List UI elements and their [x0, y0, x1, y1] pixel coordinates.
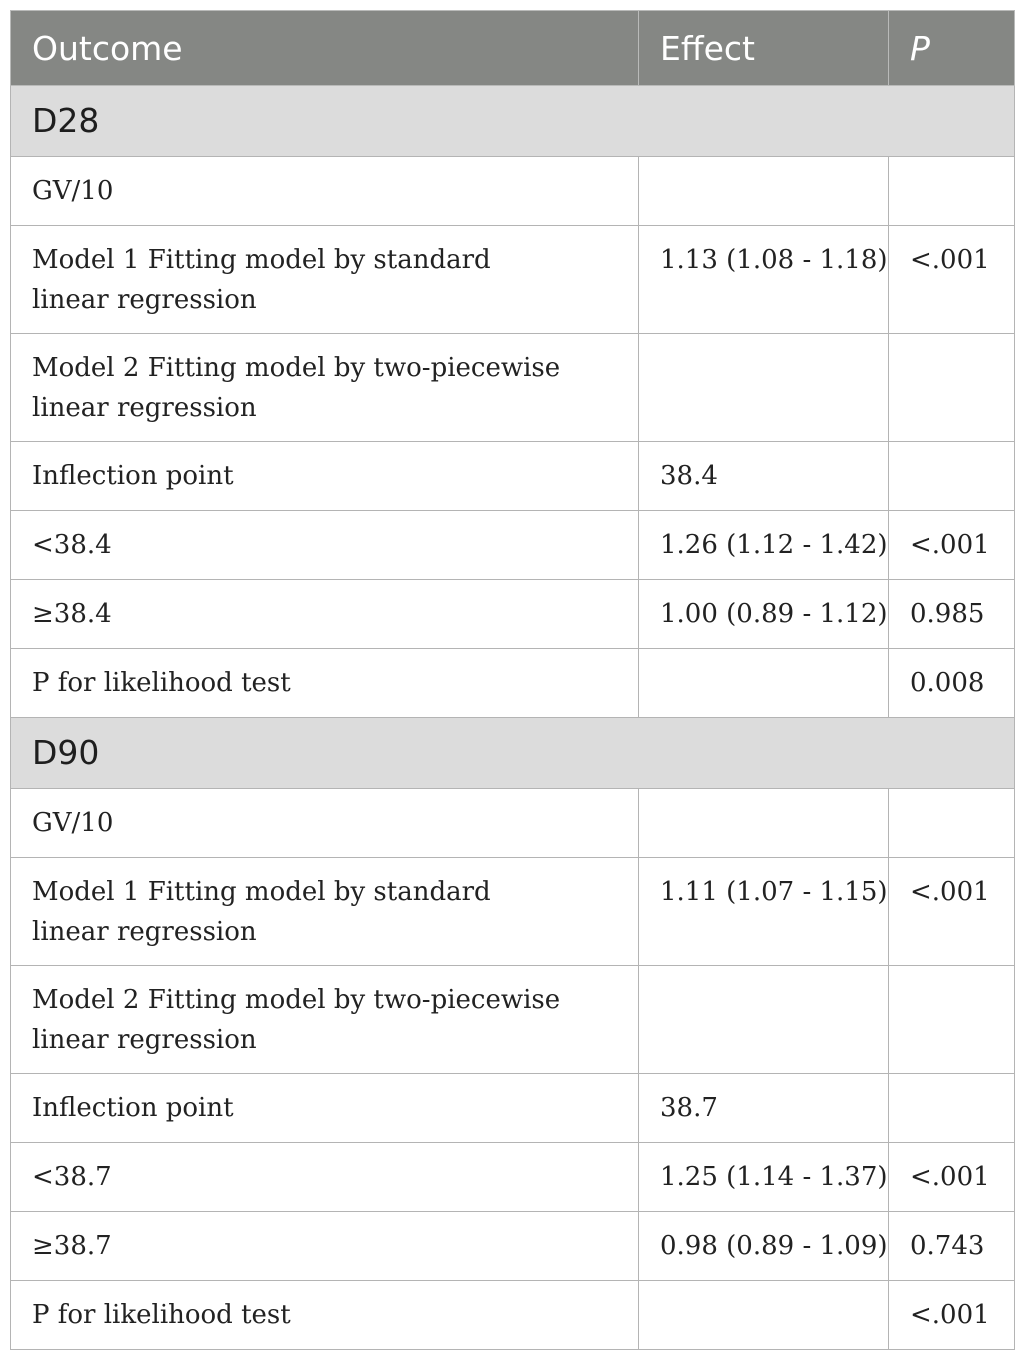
outcome-cell: GV/10	[11, 789, 639, 858]
header-row	[11, 11, 1015, 86]
outcome-cell: P for likelihood test	[11, 1281, 639, 1350]
p-cell	[889, 1074, 1015, 1143]
effect-cell: 38.4	[639, 442, 889, 511]
table-row	[11, 226, 1015, 334]
table-row	[11, 580, 1015, 649]
effect-cell	[639, 789, 889, 858]
effect-cell: 1.00 (0.89 - 1.12)	[639, 580, 889, 649]
p-cell: <.001	[889, 226, 1015, 334]
table-row	[11, 789, 1015, 858]
header-outcome: Outcome	[11, 11, 639, 86]
p-cell	[889, 789, 1015, 858]
outcome-cell: Inflection point	[11, 1074, 639, 1143]
section-title: D28	[11, 86, 1015, 157]
outcome-cell: <38.4	[11, 511, 639, 580]
effect-cell	[639, 966, 889, 1074]
outcome-cell: Model 1 Fitting model by standard linear regression	[11, 226, 639, 334]
effect-cell	[639, 157, 889, 226]
outcome-cell: Model 2 Fitting model by two-piecewise linear regression	[11, 334, 639, 442]
table-header	[11, 11, 1015, 86]
table-row	[11, 966, 1015, 1074]
p-cell	[889, 334, 1015, 442]
header-effect: Effect	[639, 11, 889, 86]
effect-cell: 1.11 (1.07 - 1.15)	[639, 858, 889, 966]
p-cell: 0.008	[889, 649, 1015, 718]
p-cell: 0.743	[889, 1212, 1015, 1281]
effect-cell: 1.25 (1.14 - 1.37)	[639, 1143, 889, 1212]
outcome-cell: P for likelihood test	[11, 649, 639, 718]
table-row	[11, 1074, 1015, 1143]
p-cell	[889, 966, 1015, 1074]
outcome-cell: ≥38.4	[11, 580, 639, 649]
effect-cell: 38.7	[639, 1074, 889, 1143]
table-row	[11, 157, 1015, 226]
p-cell	[889, 442, 1015, 511]
p-cell: <.001	[889, 858, 1015, 966]
p-cell: <.001	[889, 1143, 1015, 1212]
results-table	[10, 10, 1015, 1350]
outcome-cell: ≥38.7	[11, 1212, 639, 1281]
p-cell: 0.985	[889, 580, 1015, 649]
section-title: D90	[11, 718, 1015, 789]
effect-cell	[639, 334, 889, 442]
effect-cell: 1.13 (1.08 - 1.18)	[639, 226, 889, 334]
effect-cell: 0.98 (0.89 - 1.09)	[639, 1212, 889, 1281]
effect-cell	[639, 649, 889, 718]
table-row	[11, 334, 1015, 442]
p-cell: <.001	[889, 511, 1015, 580]
table-body	[11, 86, 1015, 1350]
table-row	[11, 511, 1015, 580]
outcome-cell: Model 2 Fitting model by two-piecewise linear regression	[11, 966, 639, 1074]
section-row-d90	[11, 718, 1015, 789]
table-row	[11, 649, 1015, 718]
table-row	[11, 1281, 1015, 1350]
effect-cell	[639, 1281, 889, 1350]
results-table-container	[10, 10, 1014, 1350]
header-p: P	[889, 11, 1015, 86]
table-row	[11, 858, 1015, 966]
p-cell: <.001	[889, 1281, 1015, 1350]
table-row	[11, 442, 1015, 511]
outcome-cell: Model 1 Fitting model by standard linear regression	[11, 858, 639, 966]
outcome-cell: <38.7	[11, 1143, 639, 1212]
outcome-cell: GV/10	[11, 157, 639, 226]
table-row	[11, 1212, 1015, 1281]
p-cell	[889, 157, 1015, 226]
section-row-d28	[11, 86, 1015, 157]
outcome-cell: Inflection point	[11, 442, 639, 511]
table-row	[11, 1143, 1015, 1212]
effect-cell: 1.26 (1.12 - 1.42)	[639, 511, 889, 580]
